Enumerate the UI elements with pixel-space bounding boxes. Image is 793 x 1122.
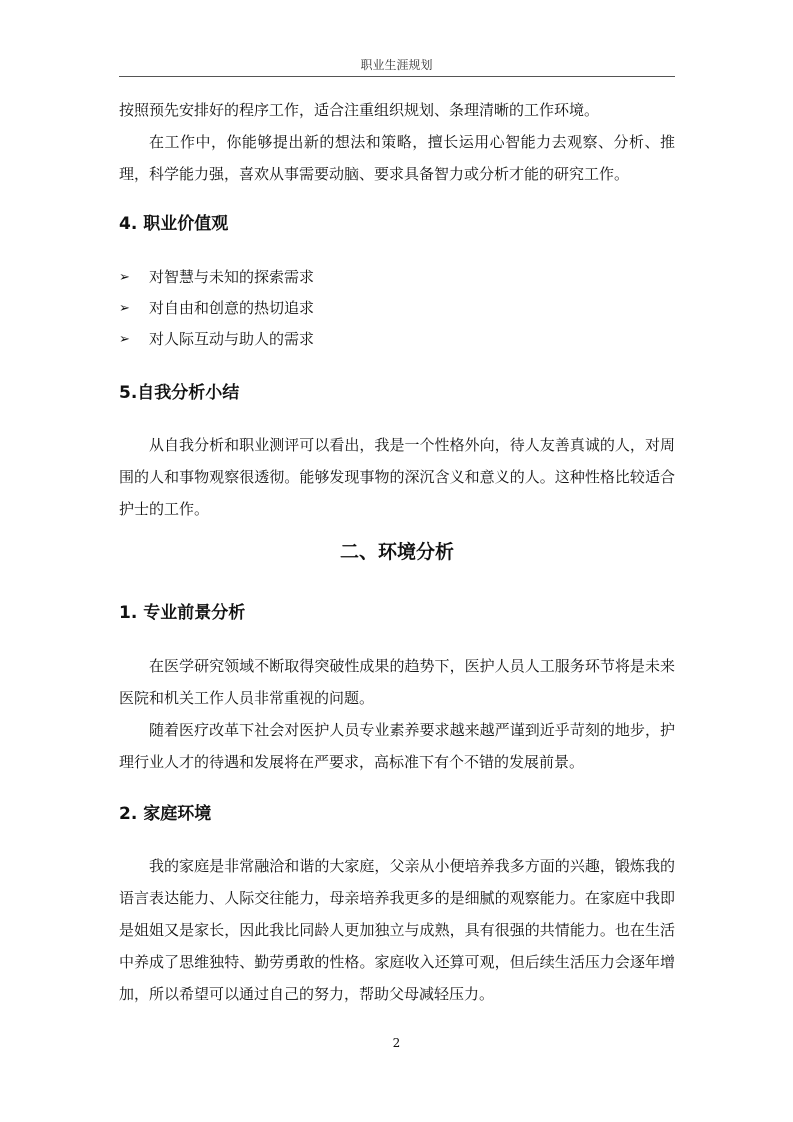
arrow-bullet-icon: ➢ (119, 270, 130, 285)
prospect-paragraph-2: 随着医疗改革下社会对医护人员专业素养要求越来越严谨到近乎苛刻的地步，护理行业人才的待遇和发展将在严要求，高标准下有个不错的发展前景。 (119, 721, 675, 771)
list-item (119, 262, 675, 293)
environment-section-title: 二、环境分析 (339, 541, 454, 563)
family-paragraph: 我的家庭是非常融洽和谐的大家庭，父亲从小便培养我多方面的兴趣，锻炼我的语言表达能力、人际交往能力，母亲培养我更多的是细腻的观察能力。在家庭中我即是姐姐又是家长，因此我比同龄人更加独立与成熟，具有很强的共情能力。也在生活中养成了思维独特、勤劳勇敢的性格。家庭收入还算可观，但后续生活压力会逐年增加，所以希望可以通过自己的努力，帮助父母减轻压力。 (119, 857, 675, 1003)
list-item-text: 对自由和创意的热切追求 (149, 299, 315, 317)
values-list (119, 262, 675, 355)
summary-paragraph: 从自我分析和职业测评可以看出，我是一个性格外向，待人友善真诚的人，对周围的人和事物观察很透彻。能够发现事物的深沉含义和意义的人。这种性格比较适合护士的工作。 (119, 436, 675, 518)
summary-heading: 5.自我分析小结 (119, 383, 240, 403)
list-item-text: 对人际互动与助人的需求 (149, 330, 315, 348)
running-header: 职业生涯规划 (360, 58, 433, 72)
page-content (119, 94, 675, 1010)
prospect-paragraph-1: 在医学研究领域不断取得突破性成果的趋势下，医护人员人工服务环节将是未来医院和机关工作人员非常重视的问题。 (119, 657, 675, 707)
intro-paragraph-2: 在工作中，你能够提出新的想法和策略，擅长运用心智能力去观察、分析、推理，科学能力强，喜欢从事需要动脑、要求具备智力或分析才能的研究工作。 (119, 133, 675, 183)
arrow-bullet-icon: ➢ (119, 332, 130, 347)
values-heading: 4. 职业价值观 (119, 214, 229, 234)
prospect-heading: 1. 专业前景分析 (119, 603, 246, 623)
header-rule (119, 76, 675, 77)
list-item (119, 324, 675, 355)
arrow-bullet-icon: ➢ (119, 301, 130, 316)
family-heading: 2. 家庭环境 (119, 804, 212, 824)
intro-paragraph-1: 按照预先安排好的程序工作，适合注重组织规划、条理清晰的工作环境。 (119, 101, 600, 119)
page-number: 2 (392, 1036, 401, 1050)
list-item (119, 293, 675, 324)
list-item-text: 对智慧与未知的探索需求 (149, 268, 315, 286)
